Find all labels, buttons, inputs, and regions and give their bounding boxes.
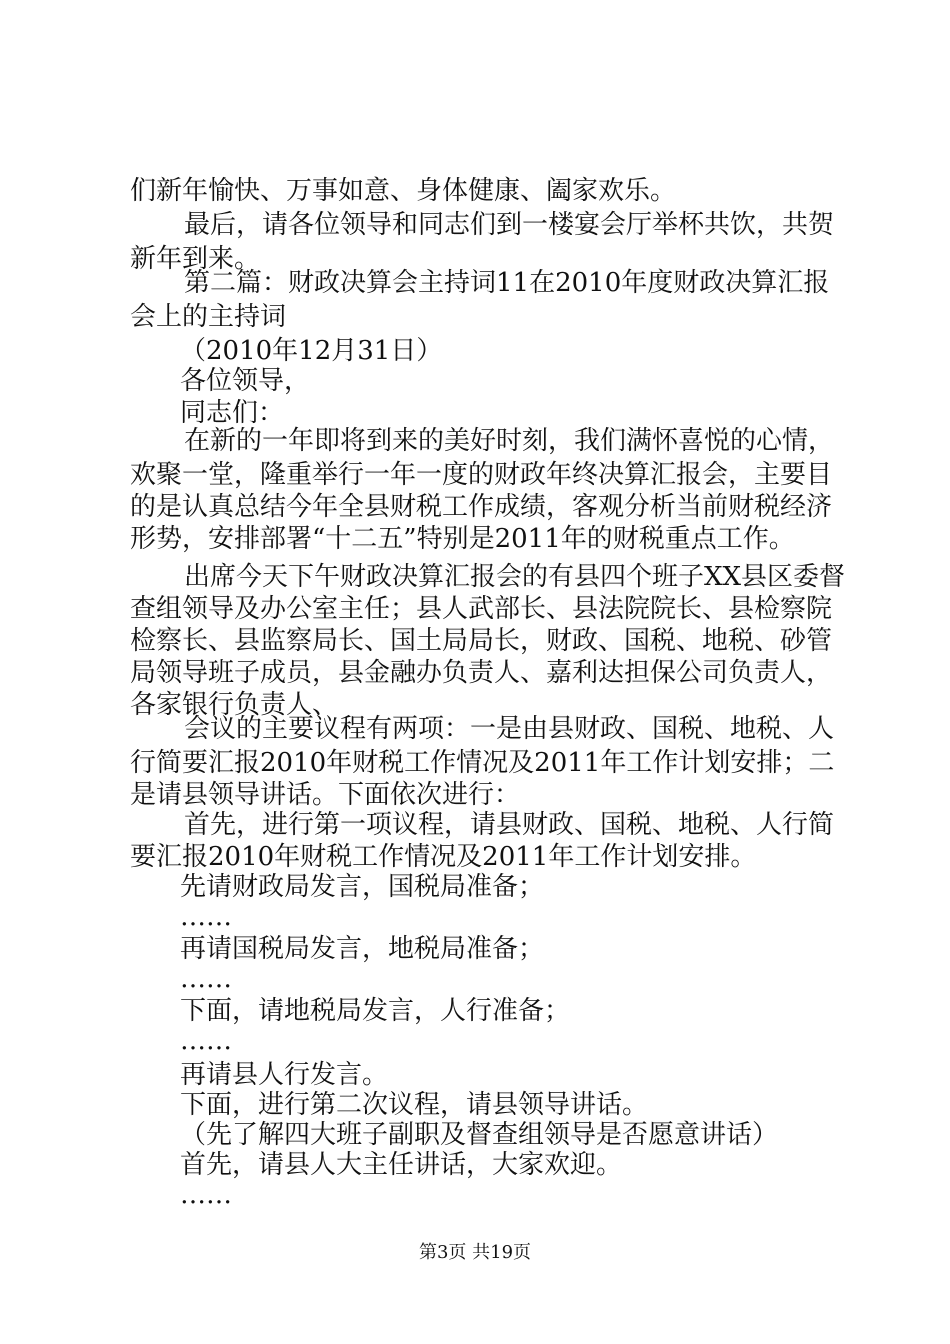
ellipsis-line: …… bbox=[180, 964, 232, 994]
ellipsis-line: …… bbox=[180, 1026, 232, 1056]
section-heading-continued: 会上的主持词 bbox=[130, 302, 287, 332]
text-line: 行简要汇报2010年财税工作情况及2011年工作计划安排；二 bbox=[130, 748, 835, 778]
text-line: 下面，进行第二次议程，请县领导讲话。 bbox=[180, 1090, 649, 1120]
text-line: 在新的一年即将到来的美好时刻，我们满怀喜悦的心情， bbox=[184, 426, 835, 456]
text-line: 们新年愉快、万事如意、身体健康、阖家欢乐。 bbox=[130, 176, 677, 206]
page-footer: 第3页 共19页 bbox=[418, 1242, 532, 1263]
date-line: （2010年12月31日） bbox=[180, 336, 443, 366]
text-line: 再请县人行发言。 bbox=[180, 1060, 389, 1090]
text-line: 形势，安排部署“十二五”特别是2011年的财税重点工作。 bbox=[130, 524, 795, 554]
text-line: 首先，进行第一项议程，请县财政、国税、地税、人行简 bbox=[184, 810, 835, 840]
text-line: 检察长、县监察局长、国土局局长，财政、国税、地税、砂管 bbox=[130, 626, 833, 656]
text-line: 首先，请县人大主任讲话，大家欢迎。 bbox=[180, 1150, 623, 1180]
text-line: 最后，请各位领导和同志们到一楼宴会厅举杯共饮，共贺 bbox=[184, 210, 835, 240]
text-line: 出席今天下午财政决算汇报会的有县四个班子XX县区委督 bbox=[184, 562, 846, 592]
ellipsis-line: …… bbox=[180, 1180, 232, 1210]
text-line: 再请国税局发言，地税局准备； bbox=[180, 934, 545, 964]
text-line: 各家银行负责人、 bbox=[130, 690, 339, 720]
text-line: 新年到来。 bbox=[130, 244, 261, 274]
text-line: 先请财政局发言，国税局准备； bbox=[180, 872, 545, 902]
text-line: 要汇报2010年财税工作情况及2011年工作计划安排。 bbox=[130, 842, 757, 872]
text-line: 查组领导及办公室主任；县人武部长、县法院院长、县检察院 bbox=[130, 594, 833, 624]
text-line: 的是认真总结今年全县财税工作成绩，客观分析当前财税经济 bbox=[130, 492, 833, 522]
section-heading: 第二篇：财政决算会主持词11在2010年度财政决算汇报 bbox=[184, 268, 830, 298]
ellipsis-line: …… bbox=[180, 902, 232, 932]
salutation: 各位领导， bbox=[180, 366, 311, 396]
text-line: 下面，请地税局发言，人行准备； bbox=[180, 996, 571, 1026]
salutation: 同志们： bbox=[180, 398, 285, 428]
text-line: 欢聚一堂，隆重举行一年一度的财政年终决算汇报会，主要目 bbox=[130, 460, 833, 490]
text-line: 是请县领导讲话。下面依次进行： bbox=[130, 780, 521, 810]
text-line: （先了解四大班子副职及督查组领导是否愿意讲话） bbox=[180, 1120, 779, 1150]
text-line: 会议的主要议程有两项：一是由县财政、国税、地税、人 bbox=[184, 714, 835, 744]
text-line: 局领导班子成员，县金融办负责人、嘉利达担保公司负责人， bbox=[130, 658, 833, 688]
